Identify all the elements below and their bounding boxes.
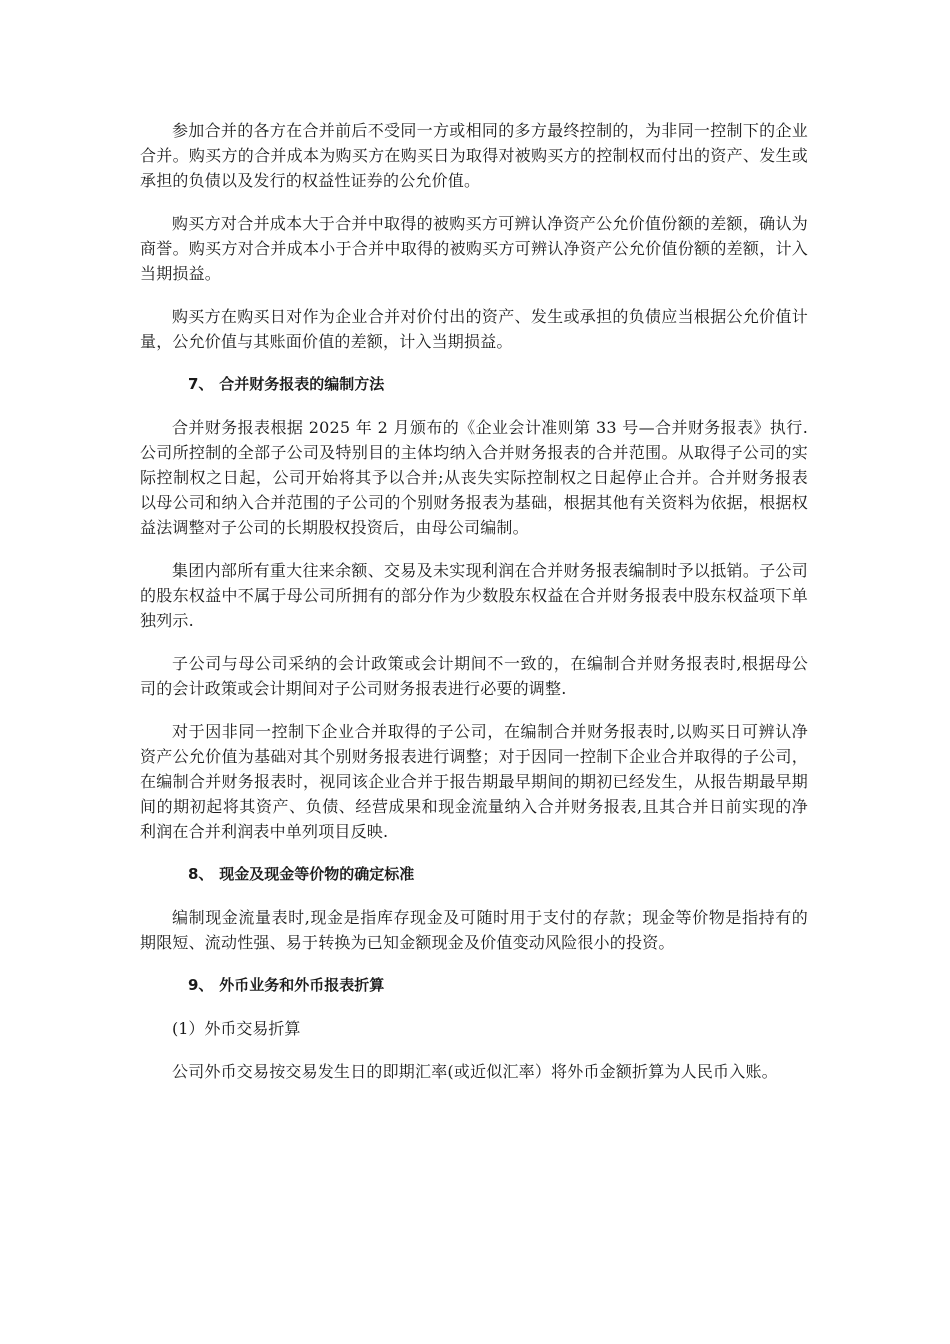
section-7-paragraph-1: 合并财务报表根据 2025 年 2 月颁布的《企业会计准则第 33 号—合并财务报表》执行.公司所控制的全部子公司及特别目的主体均纳入合并财务报表的合并范围。从取得子公司的实际控制权之日起，公司开始将其予以合并;从丧失实际控制权之日起停止合并。合并财务报表以母公司和纳入合并范围的子公司的个别财务报表为基础，根据其他有关资料为依据，根据权益法调整对子公司的长期股权投资后，由母公司编制。	[140, 418, 808, 537]
section-9-heading	[140, 973, 808, 998]
section-9-title: 外币业务和外币报表折算	[219, 976, 385, 994]
section-7-number: 7、	[188, 375, 214, 393]
document-page	[140, 118, 808, 1102]
section-9-paragraph-1: 公司外币交易按交易发生日的即期汇率(或近似汇率）将外币金额折算为人民币入账。	[172, 1062, 778, 1081]
section-9-number: 9、	[188, 976, 214, 994]
section-7-paragraph-3: 子公司与母公司采纳的会计政策或会计期间不一致的，在编制合并财务报表时,根据母公司的会计政策或会计期间对子公司财务报表进行必要的调整.	[140, 654, 808, 698]
section-9-subheading-1: (1）外币交易折算	[172, 1019, 301, 1038]
section-7-paragraph-2: 集团内部所有重大往来余额、交易及未实现利润在合并财务报表编制时予以抵销。子公司的股东权益中不属于母公司所拥有的部分作为少数股东权益在合并财务报表中股东权益项下单独列示.	[140, 561, 808, 630]
section-8-title: 现金及现金等价物的确定标准	[219, 865, 415, 883]
paragraph-fair-value-measurement: 购买方在购买日对作为企业合并对价付出的资产、发生或承担的负债应当根据公允价值计量，公允价值与其账面价值的差额，计入当期损益。	[140, 307, 808, 351]
paragraph-goodwill: 购买方对合并成本大于合并中取得的被购买方可辨认净资产公允价值份额的差额，确认为商誉。购买方对合并成本小于合并中取得的被购买方可辨认净资产公允价值份额的差额，计入当期损益。	[140, 214, 808, 283]
section-8-heading	[140, 862, 808, 887]
section-7-heading	[140, 372, 808, 397]
section-7-title: 合并财务报表的编制方法	[219, 375, 385, 393]
paragraph-business-combination-definition: 参加合并的各方在合并前后不受同一方或相同的多方最终控制的，为非同一控制下的企业合并。购买方的合并成本为购买方在购买日为取得对被购买方的控制权而付出的资产、发生或承担的负债以及发行的权益性证券的公允价值。	[140, 121, 808, 190]
section-7-paragraph-4: 对于因非同一控制下企业合并取得的子公司，在编制合并财务报表时,以购买日可辨认净资产公允价值为基础对其个别财务报表进行调整；对于因同一控制下企业合并取得的子公司，在编制合并财务报表时，视同该企业合并于报告期最早期间的期初已经发生，从报告期最早期间的期初起将其资产、负债、经营成果和现金流量纳入合并财务报表,且其合并日前实现的净利润在合并利润表中单列项目反映.	[140, 722, 808, 841]
section-8-number: 8、	[188, 865, 214, 883]
section-8-paragraph-1: 编制现金流量表时,现金是指库存现金及可随时用于支付的存款；现金等价物是指持有的期限短、流动性强、易于转换为已知金额现金及价值变动风险很小的投资。	[140, 908, 808, 952]
